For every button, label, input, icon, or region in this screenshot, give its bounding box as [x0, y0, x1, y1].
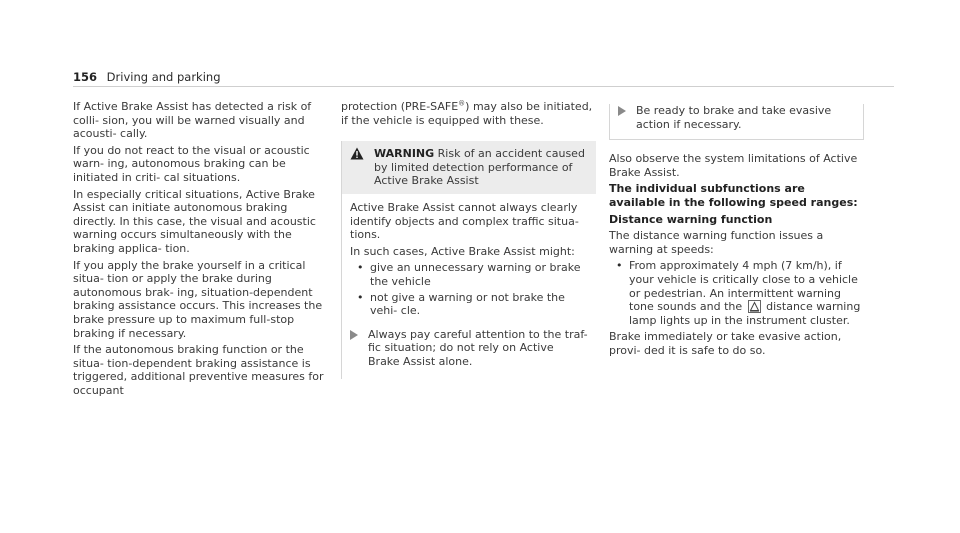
bullet-list [350, 261, 588, 317]
paragraph: If you do not react to the visual or acoustic warn- ing, autonomous braking can be initiated in criti- cal situations. [73, 143, 310, 184]
text-fragment: distance warning lamp lights up in the instrument cluster. [629, 300, 861, 327]
subheading: The individual subfunctions are available in the following speed ranges: [609, 182, 858, 209]
paragraph: Also observe the system limitations of Active Brake Assist. [609, 152, 858, 179]
paragraph [341, 100, 596, 127]
paragraph: If the autonomous braking function or the situa- tion-dependent braking assistance is triggered, additional preventive measures for occupant [73, 343, 324, 397]
subheading: Distance warning function [609, 212, 773, 226]
warning-continuation-box [609, 104, 864, 140]
paragraph: Brake immediately or take evasive action, provi- ded it is safe to do so. [609, 330, 842, 357]
section-title: Driving and parking [106, 70, 221, 84]
arrow-right-icon [618, 104, 628, 131]
registered-mark: ® [458, 99, 466, 108]
text-fragment: From approximately 4 mph (7 km/h), if your vehicle is critically close to a vehicle or pedestrian. An intermittent warning tone sounds and the [629, 259, 858, 314]
warning-header [342, 141, 596, 194]
instruction-step [618, 104, 855, 131]
warning-label: WARNING [374, 147, 435, 161]
page-header [73, 70, 221, 84]
list-item: • not give a warning or not brake the vehi- cle. [350, 291, 588, 318]
distance-warning-lamp-icon [748, 300, 761, 313]
page-number: 156 [73, 70, 98, 84]
list-item [609, 259, 864, 327]
paragraph: If you apply the brake yourself in a critical situa- tion or apply the brake during autonomous brak- ing, situation-dependent braking assistance occurs. This increases the brake pressure up to maximum full-stop braking if necessary. [73, 258, 323, 340]
step-text: Be ready to brake and take evasive action if necessary. [636, 104, 832, 131]
warning-text [374, 147, 588, 188]
warning-body [342, 194, 596, 369]
column-middle [341, 100, 596, 379]
text-fragment: protection (PRE-SAFE [341, 100, 459, 113]
paragraph: The distance warning function issues a warning at speeds: [609, 229, 824, 256]
paragraph: In such cases, Active Brake Assist might: [350, 244, 575, 258]
warning-triangle-icon [350, 147, 366, 188]
warning-box [341, 141, 596, 378]
warning-title: Risk of an accident caused by limited detection performance of Active Brake Assist [374, 147, 585, 188]
bullet-list [609, 259, 864, 327]
list-item: • give an unnecessary warning or brake the vehicle [350, 261, 588, 288]
paragraph: Active Brake Assist cannot always clearly identify objects and complex traffic situa- tions. [350, 200, 579, 242]
instruction-step [350, 328, 588, 369]
paragraph: If Active Brake Assist has detected a risk of colli- sion, you will be warned visually and acousti- cally. [73, 100, 312, 141]
paragraph: In especially critical situations, Active Brake Assist can initiate autonomous braking directly. In this case, the visual and acoustic warning occurs simultaneously with the braking applica- tion. [73, 187, 316, 255]
column-left [73, 100, 325, 400]
header-divider [73, 86, 894, 87]
step-text: Always pay careful attention to the traf- fic situation; do not rely on Active Brake Assist alone. [368, 327, 588, 368]
text-fragment: ) may also be initiated, if the vehicle is equipped with these. [341, 100, 593, 127]
column-right [609, 100, 864, 361]
arrow-right-icon [350, 328, 360, 369]
